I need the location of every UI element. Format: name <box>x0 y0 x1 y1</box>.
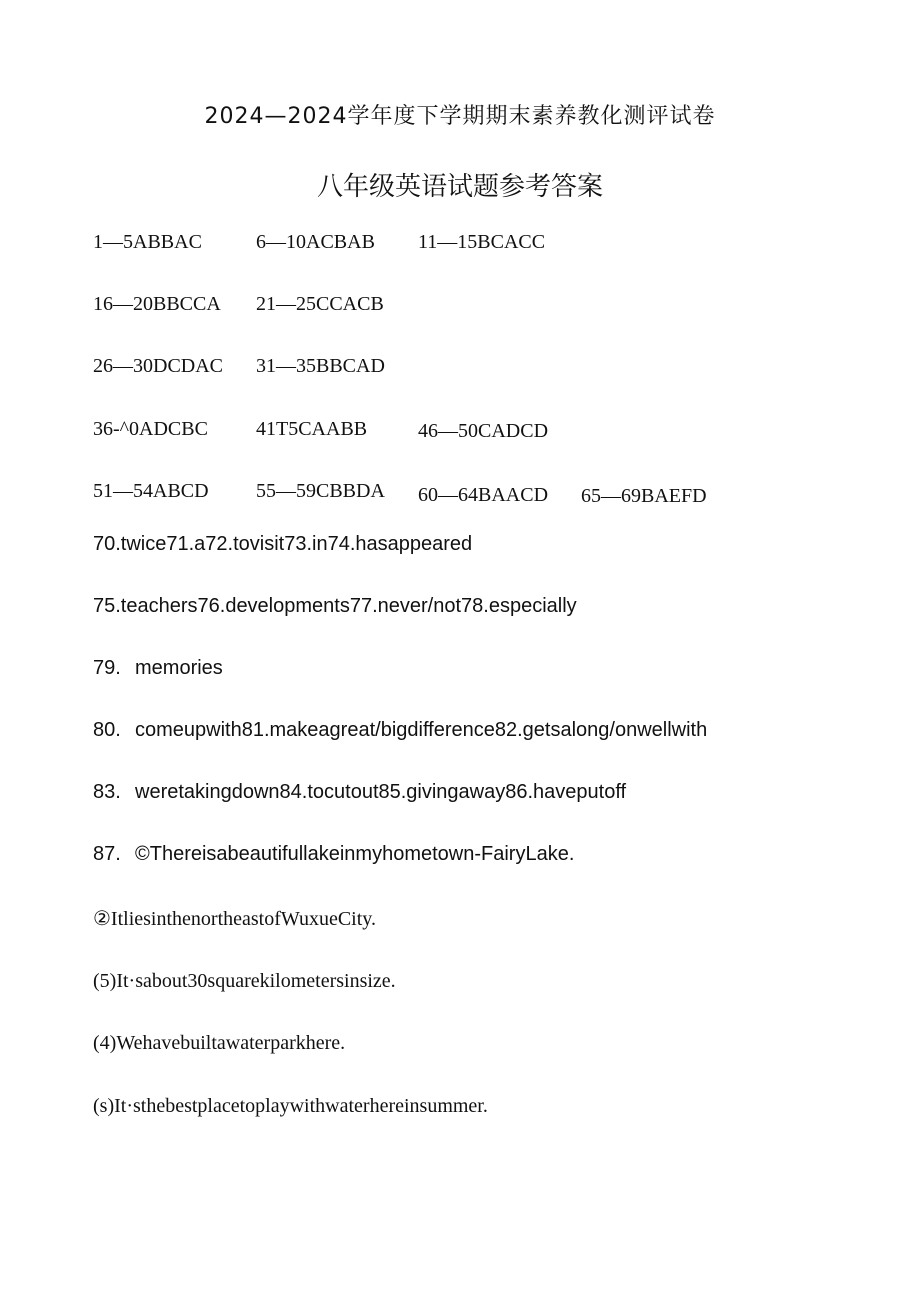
answer-6-10: 6—10ACBAB <box>256 231 375 253</box>
question-number: 79. <box>93 657 121 679</box>
answer-21-25: 21—25CCACB <box>256 293 384 315</box>
answer-70-74: 70.twice71.a72.tovisit73.in74.hasappeared <box>93 533 473 555</box>
question-number: 80. <box>93 719 121 741</box>
answer-80-82 <box>93 719 707 742</box>
answer-text: weretakingdown84.tocutout85.givingaway86.haveputoff <box>135 781 627 803</box>
question-number: 83. <box>93 781 121 803</box>
answer-87-sentence-5: (s)It·sthebestplacetoplaywithwaterhereinsummer. <box>93 1095 488 1117</box>
answer-87-sentence-4: (4)Wehavebuiltawaterparkhere. <box>93 1032 346 1054</box>
answer-65-69: 65—69BAEFD <box>581 485 707 507</box>
question-number: 87. <box>93 843 121 865</box>
answer-60-64: 60—64BAACD <box>418 484 549 506</box>
exam-title: 2024—2024学年度下学期期末素养教化测评试卷 <box>204 104 716 129</box>
answer-26-30: 26—30DCDAC <box>93 355 224 377</box>
answer-36-40: 36-^0ADCBC <box>93 418 208 440</box>
answer-1-5: 1—5ABBAC <box>93 231 202 253</box>
answer-87-sentence-1 <box>93 843 574 866</box>
answer-16-20: 16—20BBCCA <box>93 293 221 315</box>
answer-87-sentence-3: (5)It·sabout30squarekilometersinsize. <box>93 970 396 992</box>
answer-text: ©Thereisabeautifullakeinmyhometown-FairyLake. <box>135 843 575 865</box>
answer-11-15: 11—15BCACC <box>418 231 546 253</box>
answer-text: comeupwith81.makeagreat/bigdifference82.getsalong/onwellwith <box>135 719 708 741</box>
answer-75-78: 75.teachers76.developments77.never/not78.especially <box>93 595 577 617</box>
answer-55-59: 55—59CBBDA <box>256 480 385 502</box>
answer-83-86 <box>93 781 626 804</box>
answer-31-35: 31—35BBCAD <box>256 355 385 377</box>
answer-51-54: 51—54ABCD <box>93 480 209 502</box>
answer-key-title: 八年级英语试题参考答案 <box>316 172 603 202</box>
answer-41-45: 41T5CAABB <box>256 418 368 440</box>
answer-46-50: 46—50CADCD <box>418 420 549 442</box>
answer-79 <box>93 657 223 680</box>
answer-87-sentence-2: ②ItliesinthenortheastofWuxueCity. <box>93 908 376 930</box>
answer-text: memories <box>135 657 223 679</box>
